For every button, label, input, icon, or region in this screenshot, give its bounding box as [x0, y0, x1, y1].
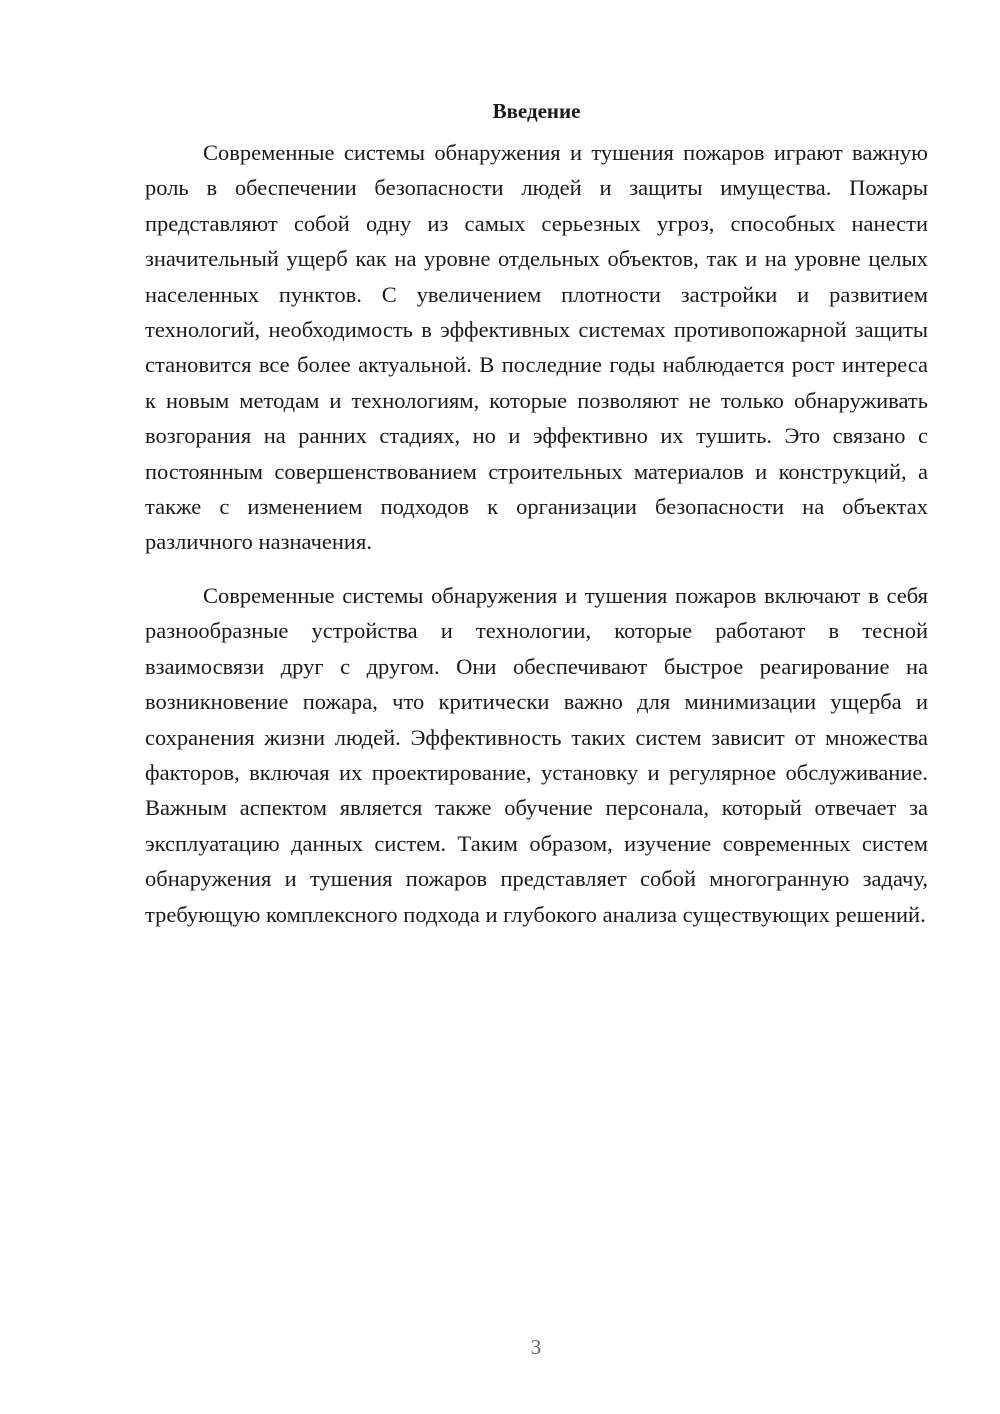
section-heading: Введение [492, 99, 581, 123]
page-number: 3 [530, 1335, 542, 1359]
paragraph-1: Современные системы обнаружения и тушения пожаров играют важную роль в обеспечении безопасности людей и защиты имущества. Пожары представляют собой одну из самых серьезных угроз, способных нанести значительный ущерб как на уровне отдельных объектов, так и на уровне целых населенных пунктов. С увеличением плотности застройки и развитием технологий, необходимость в эффективных системах противопожарной защиты становится все более актуальной. В последние годы наблюдается рост интереса к новым методам и технологиям, которые позволяют не только обнаруживать возгорания на ранних стадиях, но и эффективно их тушить. Это связано с постоянным совершенствованием строительных материалов и конструкций, а также с изменением подходов к организации безопасности на объектах различного назначения. [145, 140, 928, 555]
paragraph-2: Современные системы обнаружения и тушения пожаров включают в себя разнообразные устройства и технологии, которые работают в тесной взаимосвязи друг с другом. Они обеспечивают быстрое реагирование на возникновение пожара, что критически важно для минимизации ущерба и сохранения жизни людей. Эффективность таких систем зависит от множества факторов, включая их проектирование, установку и регулярное обслуживание. Важным аспектом является также обучение персонала, который отвечает за эксплуатацию данных систем. Таким образом, изучение современных систем обнаружения и тушения пожаров представляет собой многогранную задачу, требующую комплексного подхода и глубокого анализа существующих решений. [145, 582, 928, 927]
page-content [145, 96, 928, 932]
